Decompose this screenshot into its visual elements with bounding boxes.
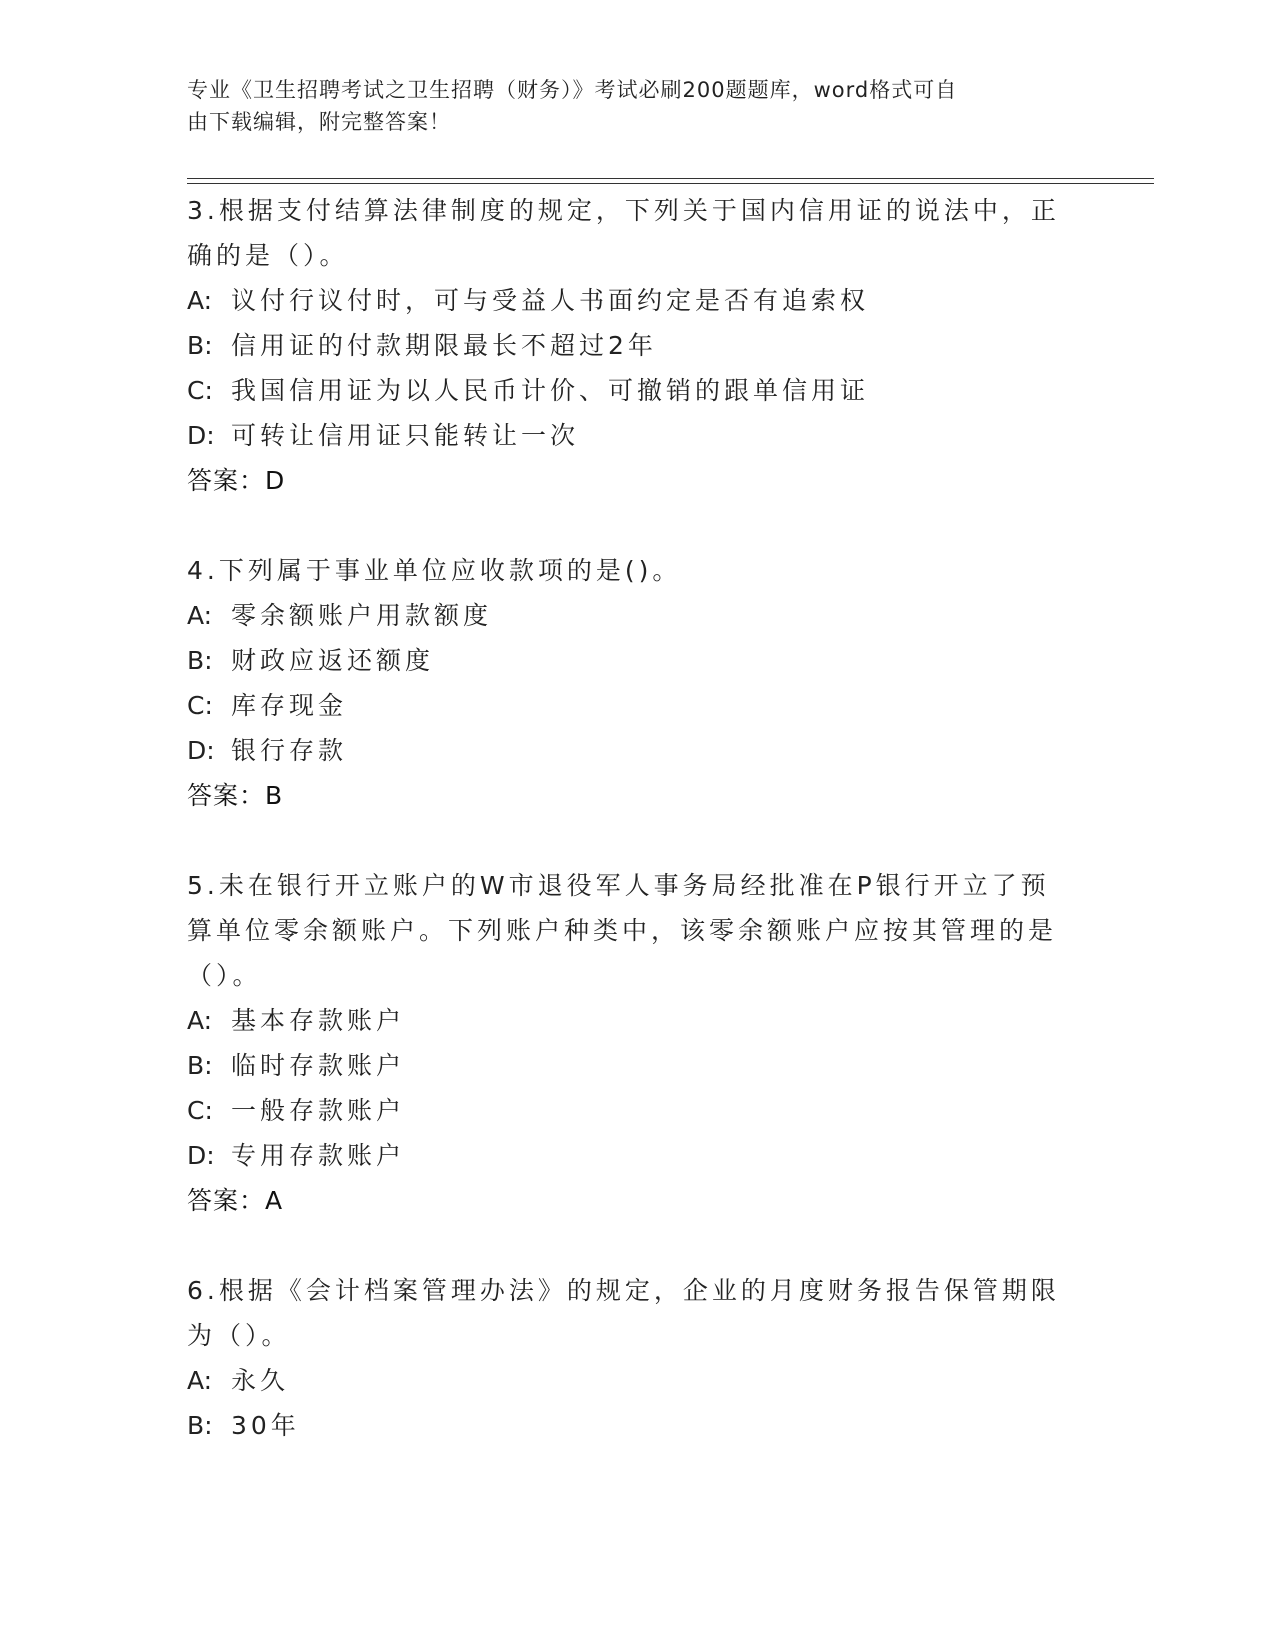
option-c bbox=[187, 368, 1067, 413]
question-4 bbox=[187, 548, 1067, 818]
option-b bbox=[187, 1403, 1067, 1448]
option-text: 临时存款账户 bbox=[231, 1051, 406, 1080]
option-a bbox=[187, 998, 1067, 1043]
question-3 bbox=[187, 188, 1067, 503]
option-letter: A: bbox=[187, 601, 213, 630]
option-letter: A: bbox=[187, 286, 213, 315]
option-letter: B: bbox=[187, 1051, 213, 1080]
option-letter: C: bbox=[187, 1096, 213, 1125]
header-line-1: 专业《卫生招聘考试之卫生招聘（财务）》考试必刷200题题库，word格式可自 bbox=[187, 78, 958, 102]
option-text: 信用证的付款期限最长不超过2年 bbox=[231, 331, 657, 360]
option-d bbox=[187, 1133, 1067, 1178]
option-letter: B: bbox=[187, 331, 213, 360]
option-letter: C: bbox=[187, 691, 213, 720]
option-d bbox=[187, 413, 1067, 458]
option-text: 银行存款 bbox=[231, 736, 348, 765]
answer-line: 答案：D bbox=[187, 466, 286, 495]
option-text: 库存现金 bbox=[231, 691, 348, 720]
option-text: 专用存款账户 bbox=[231, 1141, 406, 1170]
header-divider-bottom bbox=[187, 183, 1154, 184]
question-5 bbox=[187, 863, 1067, 1223]
option-letter: A: bbox=[187, 1366, 213, 1395]
option-text: 一般存款账户 bbox=[231, 1096, 406, 1125]
option-letter: A: bbox=[187, 1006, 213, 1035]
option-text: 零余额账户用款额度 bbox=[231, 601, 493, 630]
option-letter: D: bbox=[187, 1141, 215, 1170]
option-text: 财政应返还额度 bbox=[231, 646, 435, 675]
header-divider-top bbox=[187, 178, 1154, 179]
option-c bbox=[187, 683, 1067, 728]
option-c bbox=[187, 1088, 1067, 1133]
option-text: 基本存款账户 bbox=[231, 1006, 406, 1035]
question-stem: 5.未在银行开立账户的W市退役军人事务局经批准在P银行开立了预算单位零余额账户。下列账户种类中，该零余额账户应按其管理的是（）。 bbox=[187, 871, 1058, 990]
question-6 bbox=[187, 1268, 1067, 1448]
answer-line: 答案：B bbox=[187, 781, 284, 810]
option-text: 可转让信用证只能转让一次 bbox=[231, 421, 580, 450]
question-stem: 3.根据支付结算法律制度的规定，下列关于国内信用证的说法中，正确的是（）。 bbox=[187, 196, 1060, 270]
option-letter: C: bbox=[187, 376, 213, 405]
option-a bbox=[187, 1358, 1067, 1403]
option-text: 我国信用证为以人民币计价、可撤销的跟单信用证 bbox=[231, 376, 870, 405]
option-letter: B: bbox=[187, 1411, 213, 1440]
option-b bbox=[187, 1043, 1067, 1088]
option-text: 议付行议付时，可与受益人书面约定是否有追索权 bbox=[231, 286, 870, 315]
question-stem: 4.下列属于事业单位应收款项的是()。 bbox=[187, 556, 682, 585]
answer-line: 答案：A bbox=[187, 1186, 284, 1215]
question-stem: 6.根据《会计档案管理办法》的规定，企业的月度财务报告保管期限为（）。 bbox=[187, 1276, 1060, 1350]
option-a bbox=[187, 593, 1067, 638]
option-a bbox=[187, 278, 1067, 323]
option-d bbox=[187, 728, 1067, 773]
option-text: 30年 bbox=[231, 1411, 300, 1440]
option-text: 永久 bbox=[231, 1366, 290, 1395]
option-b bbox=[187, 323, 1067, 368]
question-list bbox=[187, 188, 1067, 1493]
option-letter: D: bbox=[187, 421, 215, 450]
option-letter: D: bbox=[187, 736, 215, 765]
option-b bbox=[187, 638, 1067, 683]
document-header bbox=[187, 74, 1057, 138]
option-letter: B: bbox=[187, 646, 213, 675]
header-line-2: 由下载编辑，附完整答案！ bbox=[187, 110, 451, 134]
